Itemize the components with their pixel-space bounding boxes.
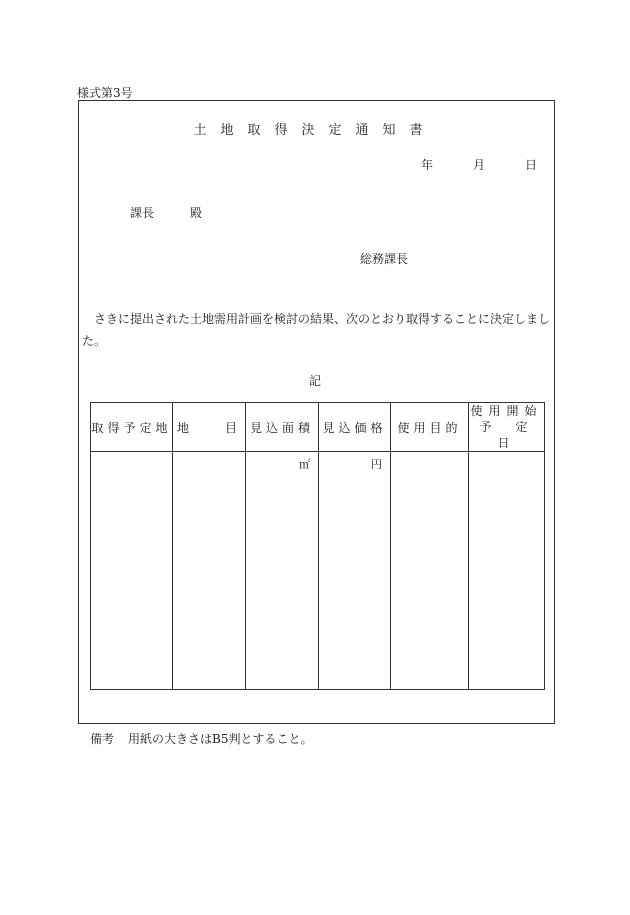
header-start-date-line1: 使用開始 — [470, 404, 543, 418]
body-text: さきに提出された土地需用計画を検討の結果、次のとおり取得することに決定しました。 — [82, 312, 551, 348]
form-number: 様式第3号 — [77, 86, 133, 100]
detail-table — [90, 402, 552, 690]
cell-purpose[interactable] — [391, 452, 469, 690]
header-planned-site: 取得予定地 — [91, 403, 173, 452]
header-est-area: 見込面積 — [246, 403, 319, 452]
sender: 総務課長 — [360, 252, 409, 266]
addressee-honorific: 殿 — [190, 206, 203, 220]
document-title: 土地取得決定通知書 — [193, 123, 437, 138]
date-year-label: 年 — [420, 158, 433, 172]
area-unit: ㎡ — [299, 458, 310, 471]
ki-heading: 記 — [308, 374, 321, 388]
cell-land-category[interactable] — [173, 452, 246, 690]
price-unit: 円 — [371, 458, 382, 471]
cell-est-area[interactable] — [246, 452, 319, 690]
date-row — [421, 156, 537, 173]
note — [90, 730, 312, 747]
header-purpose: 使用目的 — [391, 403, 469, 452]
header-est-price: 見込価格 — [319, 403, 391, 452]
note-text: 用紙の大きさはB5判とすること。 — [128, 732, 313, 746]
addressee-title: 課長 — [130, 206, 155, 220]
header-land-category: 地 目 — [173, 403, 246, 452]
header-start-date — [469, 403, 552, 452]
note-label: 備考 — [90, 732, 115, 746]
table-row — [91, 452, 545, 690]
header-start-date-line2: 予 定 日 — [479, 420, 552, 450]
cell-start-date[interactable] — [469, 452, 545, 690]
cell-planned-site[interactable] — [91, 452, 173, 690]
cell-est-price[interactable] — [319, 452, 391, 690]
date-day-label: 日 — [524, 158, 537, 172]
table-header-row — [91, 403, 545, 452]
date-month-label: 月 — [472, 158, 485, 172]
